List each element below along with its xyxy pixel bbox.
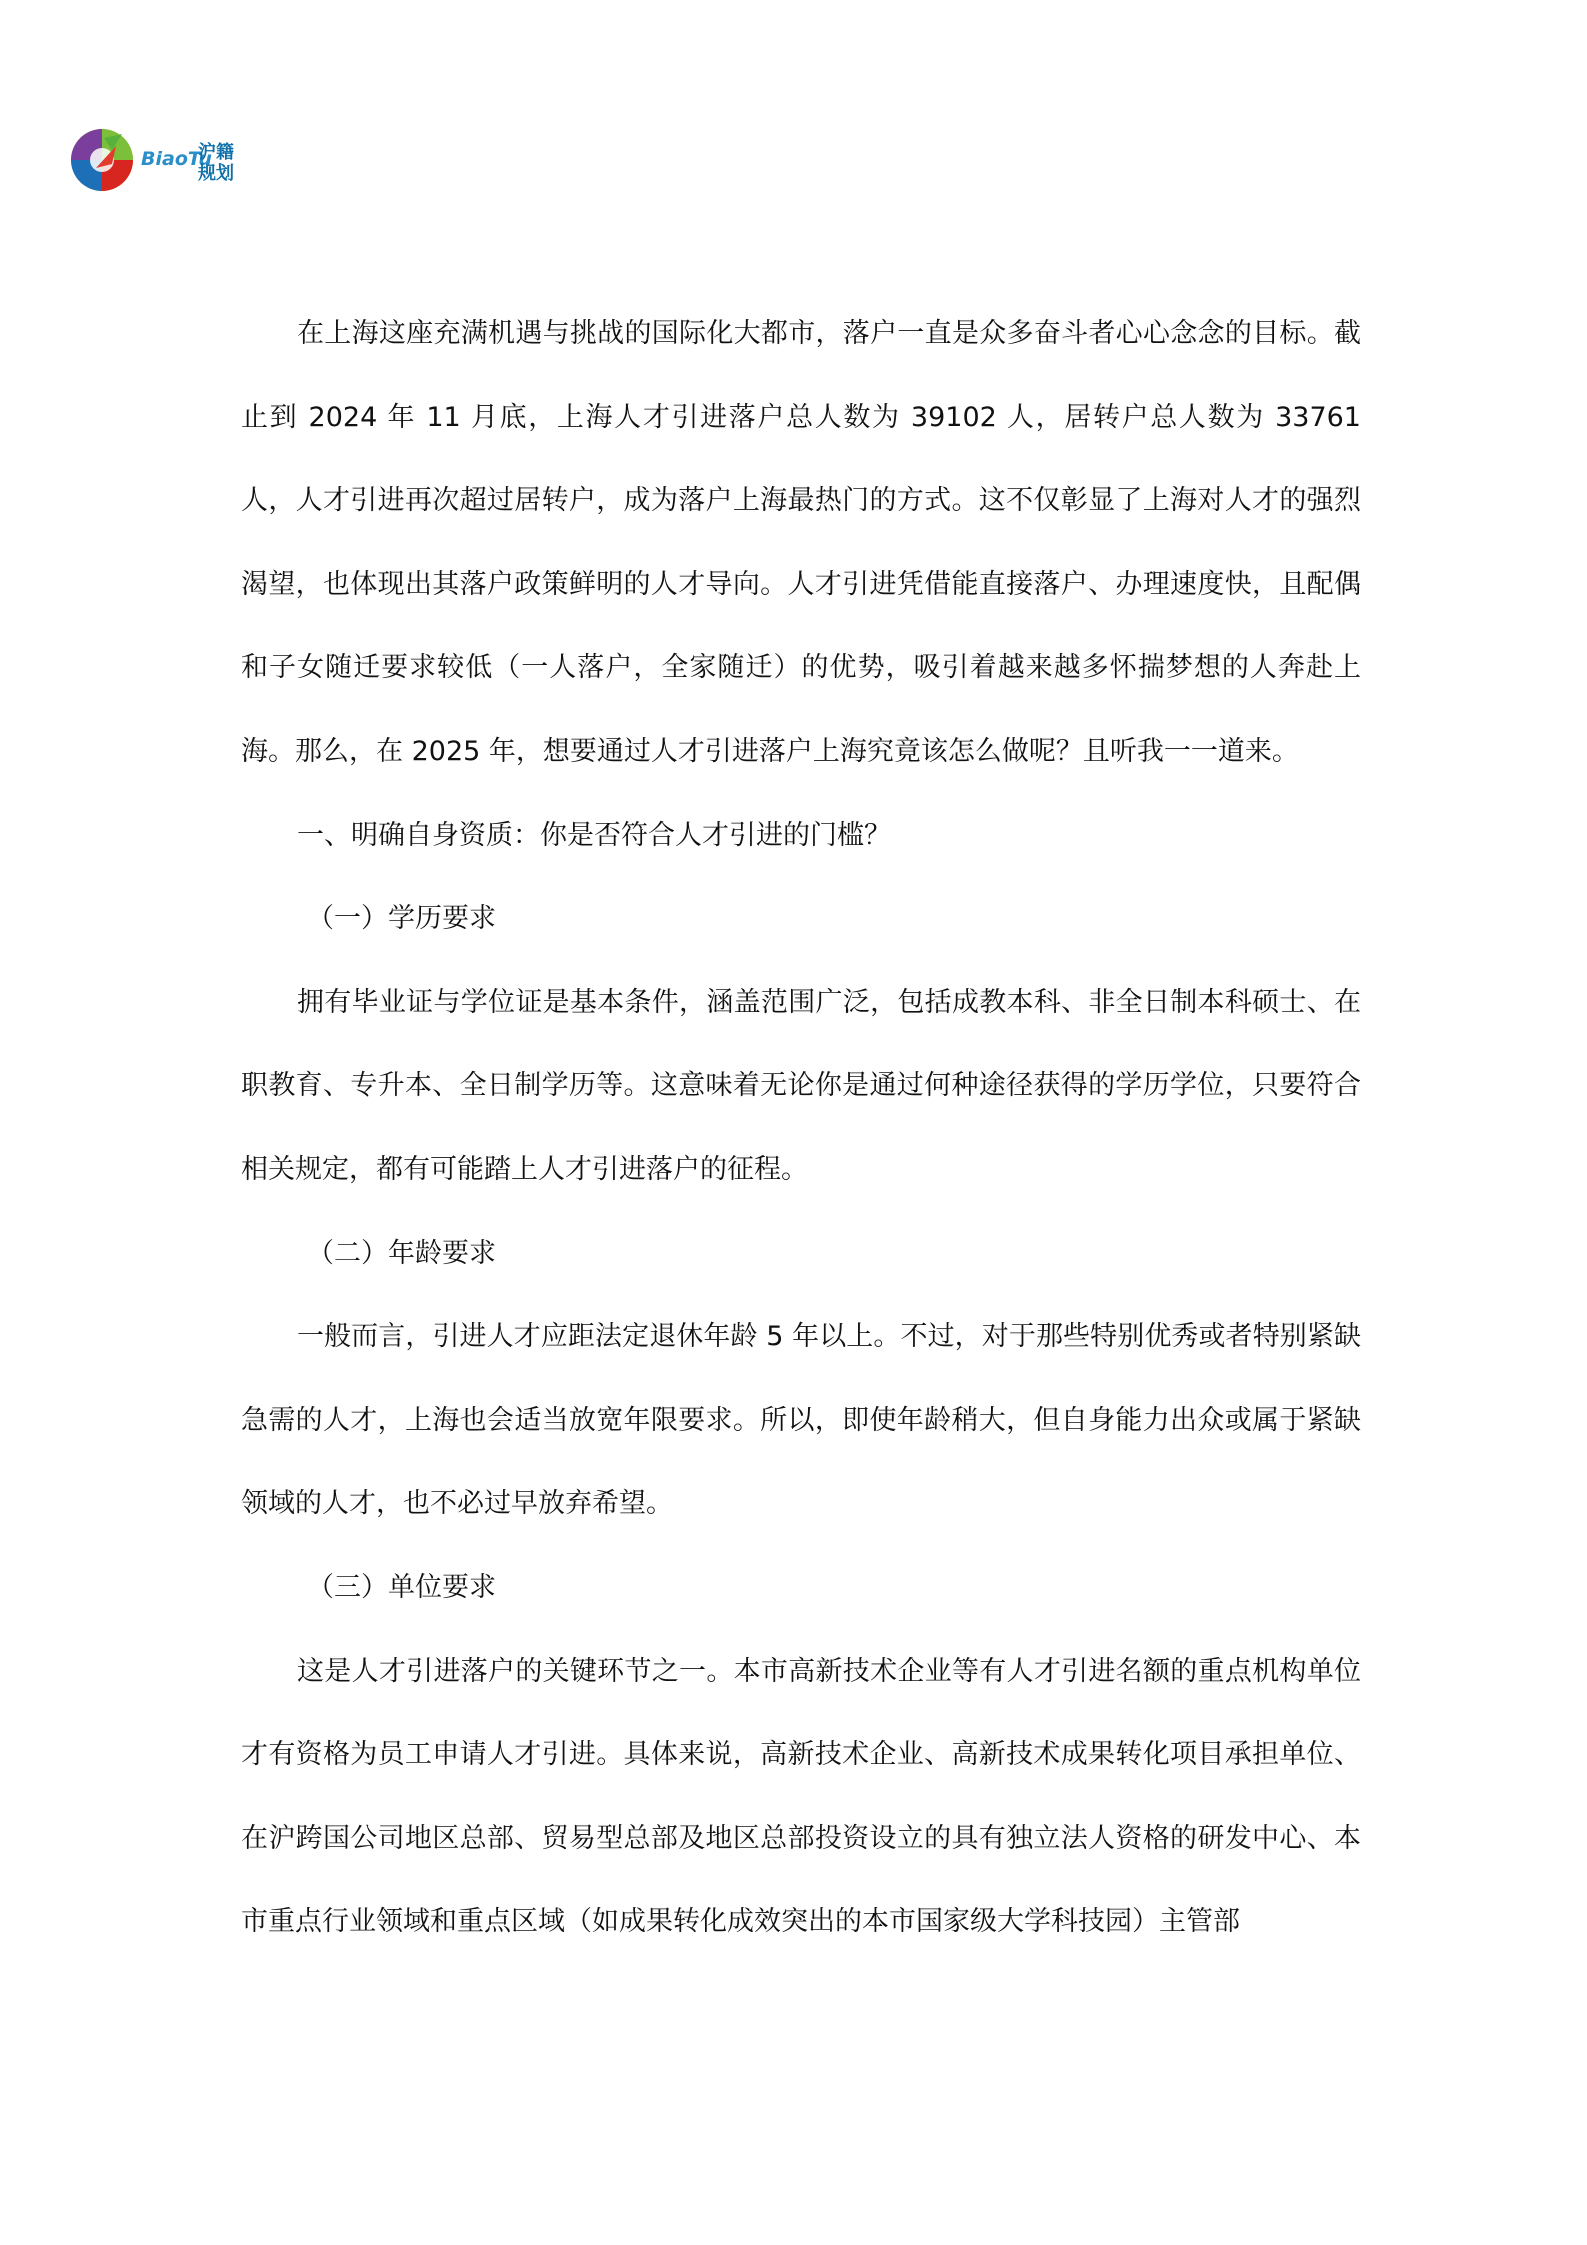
biaotu-logo bbox=[66, 124, 256, 194]
logo-sphere-icon bbox=[66, 124, 141, 194]
age-heading: （二）年龄要求 bbox=[307, 1237, 496, 1269]
employer-heading: （三）单位要求 bbox=[307, 1571, 496, 1603]
intro-paragraph: 在上海这座充满机遇与挑战的国际化大都市，落户一直是众多奋斗者心心念念的目标。截止到 2024 年 11 月底，上海人才引进落户总人数为 39102 人，居转户总人数为 33761 人，人才引进再次超过居转户，成为落户上海最热门的方式。这不仅彰显了上海对人才的强烈渴望，也体现出其落户政策鲜明的人才导向。人才引进凭借能直接落户、办理速度快，且配偶和子女随迁要求较低（一人落户，全家随迁）的优势，吸引着越来越多怀揣梦想的人奔赴上海。那么，在 2025 年，想要通过人才引进落户上海究竟该怎么做呢？且听我一一道来。 bbox=[241, 318, 1361, 767]
logo-cn-line2: 规划 bbox=[198, 163, 234, 184]
age-paragraph: 一般而言，引进人才应距法定退休年龄 5 年以上。不过，对于那些特别优秀或者特别紧缺急需的人才，上海也会适当放宽年限要求。所以，即使年龄稍大，但自身能力出众或属于紧缺领域的人才，也不必过早放弃希望。 bbox=[241, 1321, 1361, 1520]
logo-cn-line1: 沪籍 bbox=[198, 142, 234, 163]
education-heading: （一）学历要求 bbox=[307, 903, 496, 935]
section1-heading: 一、明确自身资质：你是否符合人才引进的门槛？ bbox=[297, 819, 891, 851]
document-body bbox=[241, 292, 1361, 1964]
employer-paragraph: 这是人才引进落户的关键环节之一。本市高新技术企业等有人才引进名额的重点机构单位才有资格为员工申请人才引进。具体来说，高新技术企业、高新技术成果转化项目承担单位、在沪跨国公司地区总部、贸易型总部及地区总部投资设立的具有独立法人资格的研发中心、本市重点行业领域和重点区域（如成果转化成效突出的本市国家级大学科技园）主管部 bbox=[241, 1655, 1361, 1938]
logo-latin-text: BiaoTu bbox=[141, 148, 212, 170]
education-paragraph: 拥有毕业证与学位证是基本条件，涵盖范围广泛，包括成教本科、非全日制本科硕士、在职教育、专升本、全日制学历等。这意味着无论你是通过何种途径获得的学历学位，只要符合相关规定，都有可能踏上人才引进落户的征程。 bbox=[241, 986, 1361, 1185]
logo-chinese-text bbox=[198, 142, 242, 184]
